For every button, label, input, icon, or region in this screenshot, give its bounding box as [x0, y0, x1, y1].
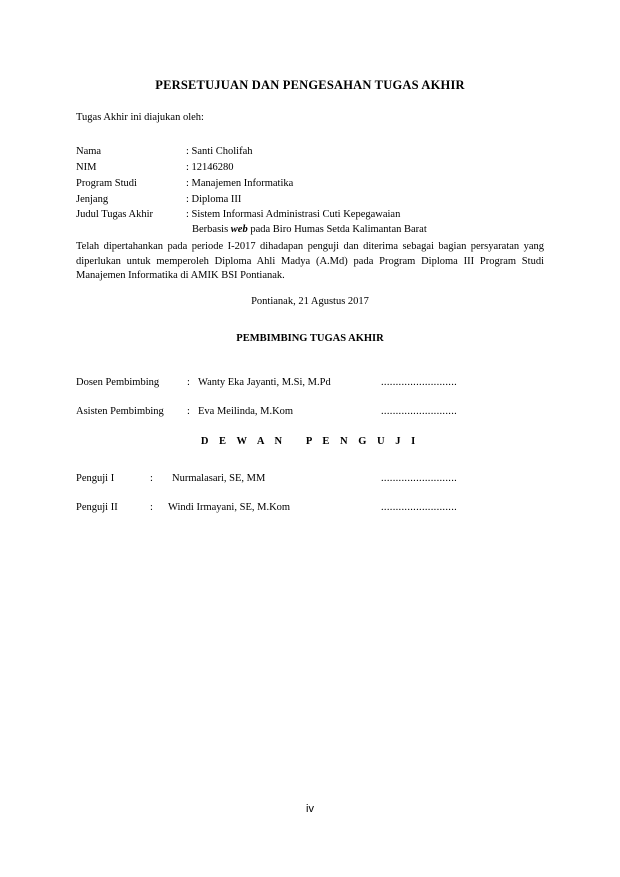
field-value-jenjang: : Diploma III — [186, 194, 242, 205]
field-label-judul: Judul Tugas Akhir — [76, 209, 154, 220]
supervisor-signature-line: .......................... — [381, 377, 458, 388]
intro-text: Tugas Akhir ini diajukan oleh: — [76, 112, 204, 123]
page-title: PERSETUJUAN DAN PENGESAHAN TUGAS AKHIR — [155, 78, 465, 92]
page-number: iv — [306, 803, 314, 815]
examiner-2-role: Penguji II — [76, 502, 118, 513]
assistant-supervisor-colon: : — [187, 406, 190, 417]
field-label-program-studi: Program Studi — [76, 178, 137, 189]
supervisor-colon: : — [187, 377, 190, 388]
judul-prefix: Berbasis — [192, 224, 231, 235]
assistant-supervisor-signature-line: .......................... — [381, 406, 458, 417]
examiner-2-colon: : — [150, 502, 153, 513]
assistant-supervisor-name: Eva Meilinda, M.Kom — [198, 406, 294, 417]
examiner-1-role: Penguji I — [76, 473, 115, 484]
examiner-2-signature-line: .......................... — [381, 502, 458, 513]
examiner-1-signature-line: .......................... — [381, 473, 458, 484]
field-label-jenjang: Jenjang — [76, 194, 109, 205]
approval-paragraph: Telah dipertahankan pada periode I-2017 dihadapan penguji dan diterima sebagai bagian persyaratan yang diperlukan untuk memperoleh Diploma Ahli Madya (A.Md) pada Program Diploma III Program Studi Manajemen Informatika di AMIK BSI Pontianak. — [76, 241, 544, 281]
examiner-1-colon: : — [150, 473, 153, 484]
field-value-nim: : 12146280 — [186, 162, 234, 173]
field-value-judul-continuation — [192, 224, 427, 235]
examiner-1-name: Nurmalasari, SE, MM — [172, 473, 266, 484]
supervisor-heading: PEMBIMBING TUGAS AKHIR — [236, 333, 384, 344]
field-value-judul: : Sistem Informasi Administrasi Cuti Kepegawaian — [186, 209, 401, 220]
place-date: Pontianak, 21 Agustus 2017 — [251, 296, 369, 307]
judul-italic-word: web — [230, 224, 248, 235]
supervisor-name: Wanty Eka Jayanti, M.Si, M.Pd — [198, 377, 331, 388]
examiner-2-name: Windi Irmayani, SE, M.Kom — [168, 502, 291, 513]
field-label-nama: Nama — [76, 146, 102, 157]
examiner-heading: D E W A N P E N G U J I — [200, 436, 420, 447]
assistant-supervisor-role: Asisten Pembimbing — [76, 406, 164, 417]
field-value-program-studi: : Manajemen Informatika — [186, 178, 294, 189]
judul-suffix: pada Biro Humas Setda Kalimantan Barat — [247, 224, 427, 235]
supervisor-role: Dosen Pembimbing — [76, 377, 160, 388]
field-value-nama: : Santi Cholifah — [186, 146, 253, 157]
field-label-nim: NIM — [76, 162, 97, 173]
